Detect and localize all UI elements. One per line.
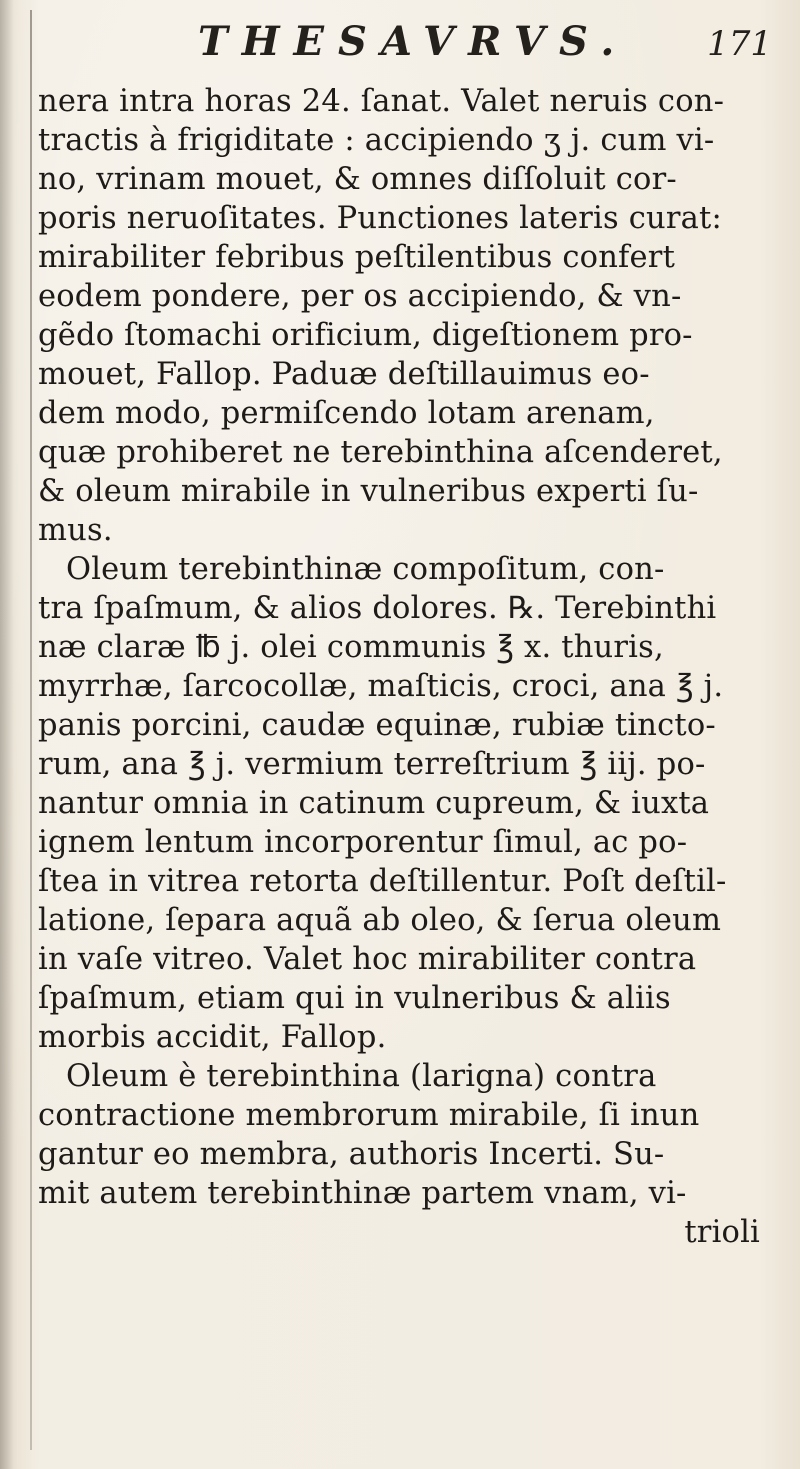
text-line: quæ prohiberet ne terebinthina aſcenderet, — [38, 435, 723, 470]
text-line: mit autem terebinthinæ partem vnam, vi- — [38, 1176, 687, 1211]
text-line: no, vrinam mouet, & omnes diſſoluit cor- — [38, 162, 677, 197]
text-line: gantur eo membra, authoris Incerti. Su- — [38, 1137, 665, 1172]
text-line: contractione membrorum mirabile, ſi inun — [38, 1098, 700, 1133]
text-line: mus. — [38, 513, 113, 548]
text-line: myrrhæ, ſarcocollæ, maſticis, croci, ana ℥ j. — [38, 669, 724, 704]
text-line: ignem lentum incorporentur ſimul, ac po- — [38, 825, 688, 860]
text-line: nantur omnia in catinum cupreum, & iuxta — [38, 786, 710, 821]
binding-shadow — [0, 0, 14, 1469]
text-line: gẽdo ſtomachi orificium, digeſtionem pro- — [38, 318, 693, 353]
binding-edge — [30, 10, 32, 1450]
text-line: tra ſpaſmum, & alios dolores. ℞. Terebinthi — [38, 591, 717, 626]
paragraph-start-line: Oleum terebinthinæ compoſitum, con- — [66, 552, 665, 587]
text-line: latione, ſepara aquã ab oleo, & ſerua oleum — [38, 903, 722, 938]
page-number: 171 — [707, 24, 772, 64]
page-header — [0, 18, 800, 68]
text-line: eodem pondere, per os accipiendo, & vn- — [38, 279, 682, 314]
running-title: THESAVRVS. — [198, 18, 629, 65]
text-line: mirabiliter febribus peſtilentibus confert — [38, 240, 676, 275]
body-text — [38, 82, 778, 1252]
text-line: dem modo, permiſcendo lotam arenam, — [38, 396, 655, 431]
paragraph-start-line: Oleum è terebinthina (larigna) contra — [66, 1059, 657, 1094]
text-line: in vaſe vitreo. Valet hoc mirabiliter contra — [38, 942, 697, 977]
text-line: & oleum mirabile in vulneribus experti ſu- — [38, 474, 699, 509]
text-line: ſtea in vitrea retorta deſtillentur. Poſt deſtil- — [38, 864, 727, 899]
catchword: trioli — [684, 1215, 760, 1250]
text-line: ſpaſmum, etiam qui in vulneribus & aliis — [38, 981, 671, 1016]
text-line: rum, ana ℥ j. vermium terreſtrium ℥ iij. po- — [38, 747, 706, 782]
text-line: panis porcini, caudæ equinæ, rubiæ tincto- — [38, 708, 716, 743]
text-line: mouet, Fallop. Paduæ deſtillauimus eo- — [38, 357, 650, 392]
text-line: tractis à frigiditate : accipiendo ʒ j. cum vi- — [38, 123, 715, 158]
text-line: nera intra horas 24. ſanat. Valet neruis con- — [38, 84, 725, 119]
text-line: morbis accidit, Fallop. — [38, 1020, 387, 1055]
text-line: næ claræ ℔ j. olei communis ℥ x. thuris, — [38, 630, 664, 665]
text-line: poris neruoſitates. Punctiones lateris curat: — [38, 201, 722, 236]
